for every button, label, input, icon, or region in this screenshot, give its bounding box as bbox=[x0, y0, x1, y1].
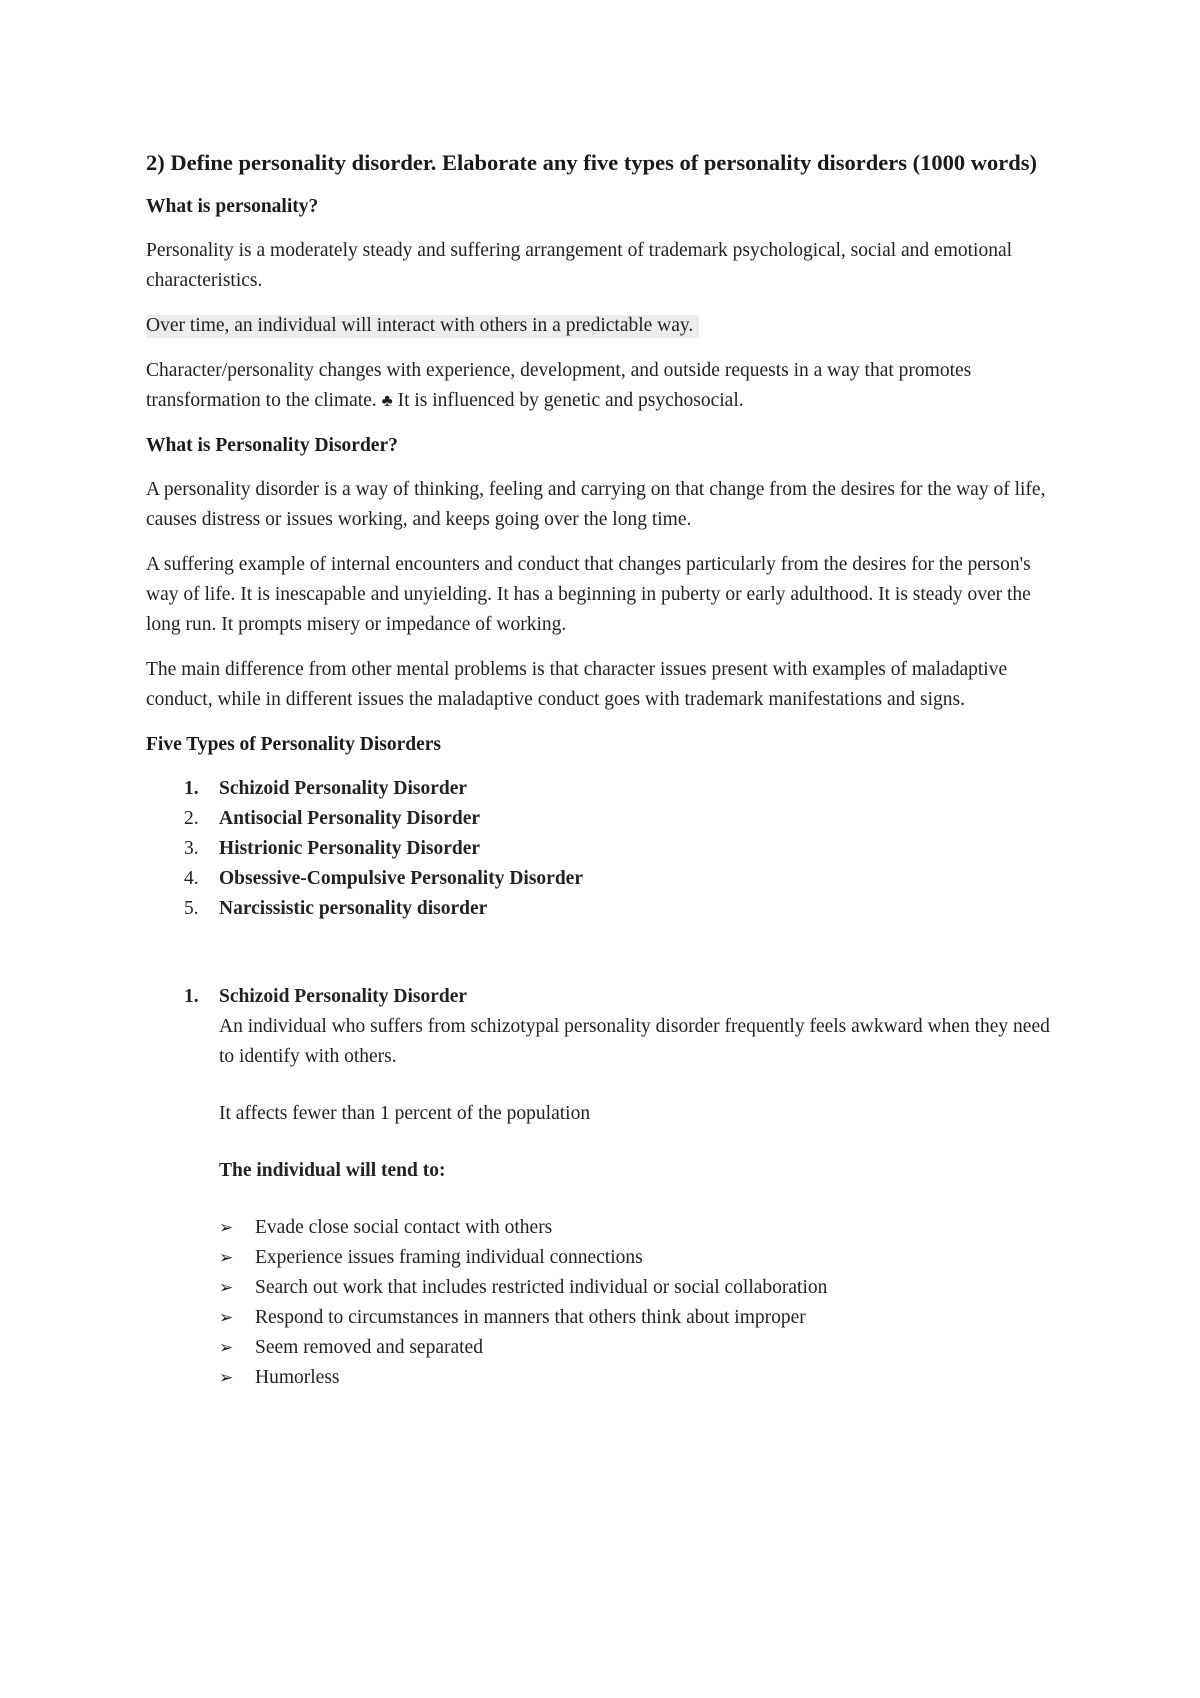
arrow-bullet-icon: ➢ bbox=[219, 1338, 234, 1358]
list-item bbox=[219, 1363, 1066, 1393]
heading-what-is-personality: What is personality? bbox=[146, 196, 319, 217]
arrow-bullet-icon: ➢ bbox=[219, 1308, 234, 1328]
list-number: 2. bbox=[184, 808, 199, 829]
list-item-label: Narcissistic personality disorder bbox=[219, 898, 488, 919]
paragraph bbox=[146, 356, 1066, 416]
paragraph-highlighted bbox=[146, 311, 1066, 341]
arrow-bullet-icon: ➢ bbox=[219, 1368, 234, 1388]
paragraph: A personality disorder is a way of thinking, feeling and carrying on that change from the desires for the way of life, causes distress or issues working, and keeps going over the long time. bbox=[146, 479, 1046, 530]
list-item bbox=[219, 1213, 1066, 1243]
list-number: 4. bbox=[184, 868, 199, 889]
list-item bbox=[219, 1333, 1066, 1363]
list-item-text: Respond to circumstances in manners that others think about improper bbox=[255, 1307, 806, 1328]
list-item-text: Experience issues framing individual connections bbox=[255, 1247, 643, 1268]
heading-what-is-personality-disorder: What is Personality Disorder? bbox=[146, 435, 398, 456]
list-item bbox=[219, 1303, 1066, 1333]
paragraph: The main difference from other mental problems is that character issues present with examples of maladaptive conduct, while in different issues the maladaptive conduct goes with trademark manifestations and signs. bbox=[146, 659, 1008, 710]
document-page bbox=[146, 146, 1066, 1393]
heading-five-types: Five Types of Personality Disorders bbox=[146, 734, 441, 755]
list-item bbox=[146, 774, 1066, 804]
tend-heading: The individual will tend to: bbox=[219, 1160, 446, 1181]
list-item bbox=[146, 864, 1066, 894]
list-number: 5. bbox=[184, 898, 199, 919]
arrow-bullet-icon: ➢ bbox=[219, 1248, 234, 1268]
paragraph: A suffering example of internal encounters and conduct that changes particularly from the desires for the person's way of life. It is inescapable and unyielding. It has a beginning in puberty or early adulthood. It is steady over the long run. It prompts misery or impedance of working. bbox=[146, 554, 1031, 635]
section-text: An individual who suffers from schizotypal personality disorder frequently feels awkward when they need to identify with others. bbox=[219, 1016, 1050, 1067]
types-list bbox=[146, 774, 1066, 924]
list-item-label: Obsessive-Compulsive Personality Disorder bbox=[219, 868, 583, 889]
section-text: It affects fewer than 1 percent of the population bbox=[219, 1103, 591, 1124]
highlighted-text: Over time, an individual will interact with others in a predictable way. bbox=[146, 315, 699, 338]
club-icon: ♣ bbox=[381, 391, 393, 410]
list-item bbox=[146, 834, 1066, 864]
list-item-label: Histrionic Personality Disorder bbox=[219, 838, 481, 859]
paragraph: Personality is a moderately steady and suffering arrangement of trademark psychological, social and emotional characteristics. bbox=[146, 240, 1013, 291]
paragraph-text: Character/personality changes with experience, development, and outside requests in a way that promotes transformation to the climate. bbox=[146, 360, 972, 411]
arrow-bullet-icon: ➢ bbox=[219, 1278, 234, 1298]
tend-list bbox=[219, 1213, 1066, 1393]
list-item bbox=[146, 894, 1066, 924]
list-item bbox=[146, 804, 1066, 834]
list-number: 1. bbox=[184, 778, 199, 799]
list-item-label: Antisocial Personality Disorder bbox=[219, 808, 481, 829]
section-title: Schizoid Personality Disorder bbox=[219, 986, 468, 1007]
arrow-bullet-icon: ➢ bbox=[219, 1218, 234, 1238]
list-item-label: Schizoid Personality Disorder bbox=[219, 778, 468, 799]
list-item-text: Seem removed and separated bbox=[255, 1337, 483, 1358]
section-number: 1. bbox=[184, 986, 199, 1007]
list-item bbox=[219, 1273, 1066, 1303]
list-item bbox=[219, 1243, 1066, 1273]
section-schizoid bbox=[146, 982, 1066, 1393]
list-item-text: Evade close social contact with others bbox=[255, 1217, 553, 1238]
list-item-text: Humorless bbox=[255, 1367, 340, 1388]
paragraph-text: It is influenced by genetic and psychosocial. bbox=[397, 390, 744, 411]
question-title: 2) Define personality disorder. Elaborate any five types of personality disorders (1000 words) bbox=[146, 150, 1037, 175]
list-item-text: Search out work that includes restricted individual or social collaboration bbox=[255, 1277, 828, 1298]
list-number: 3. bbox=[184, 838, 199, 859]
